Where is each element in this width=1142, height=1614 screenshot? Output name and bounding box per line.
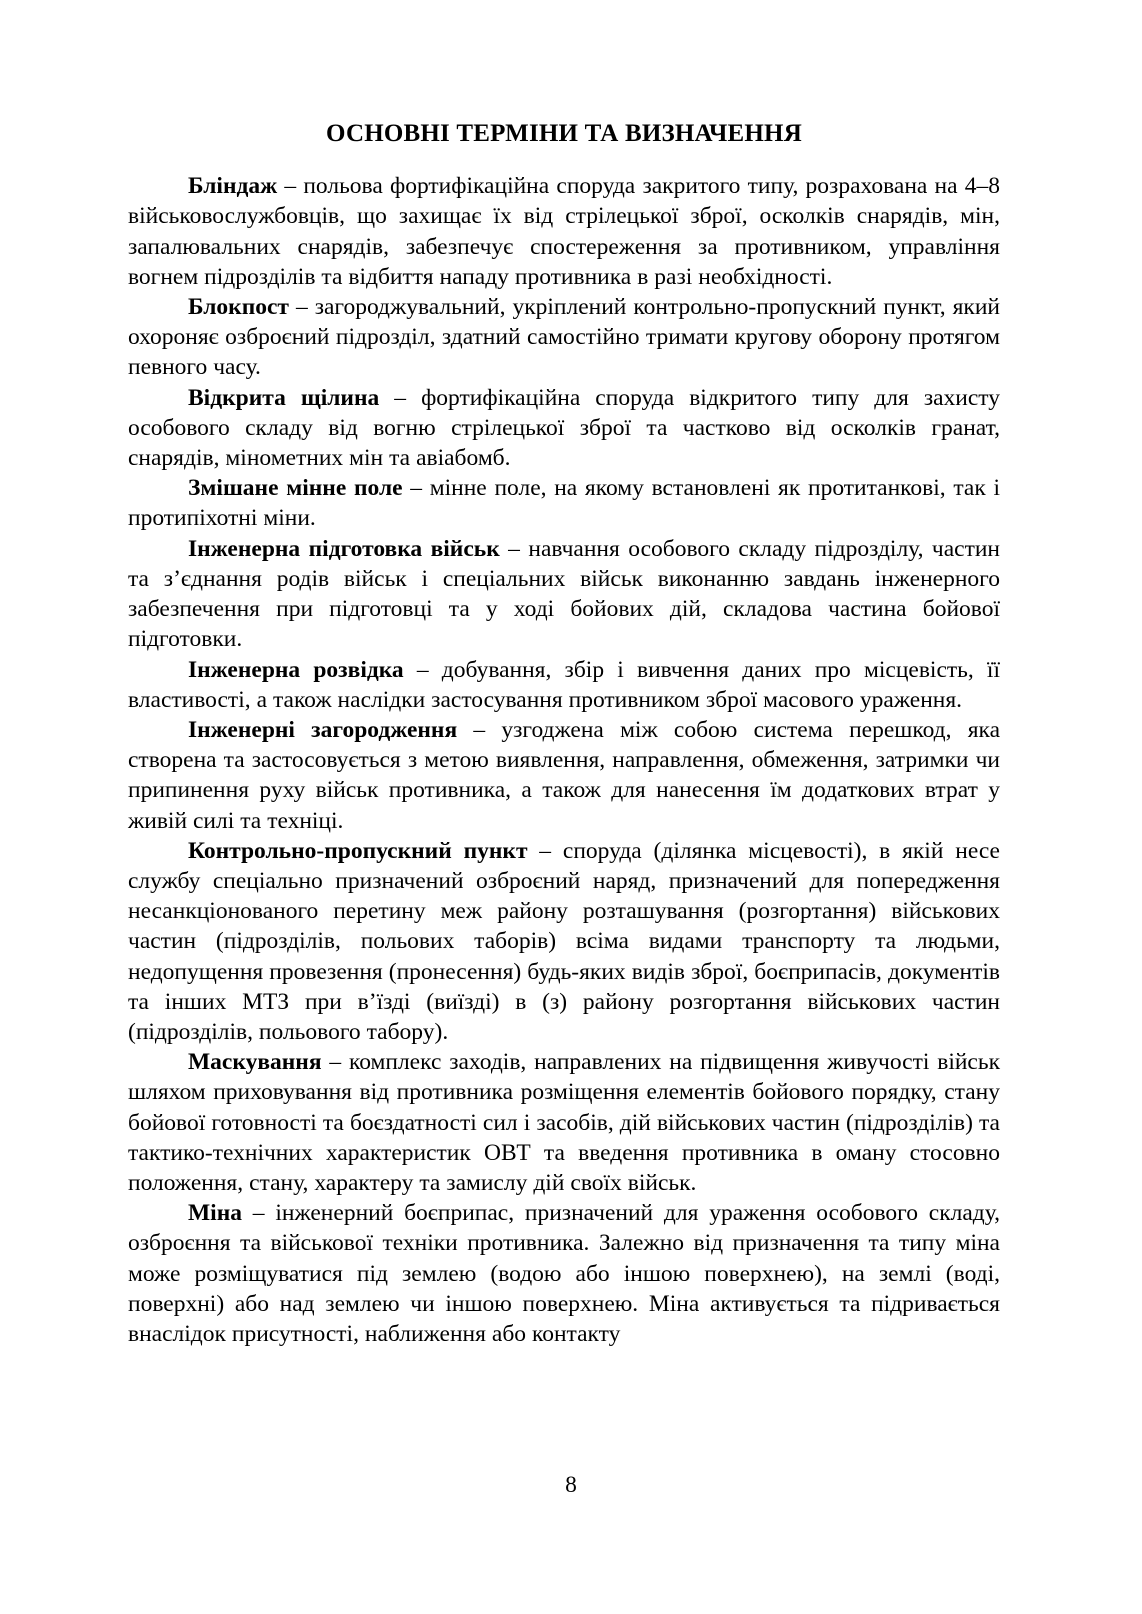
glossary-definition: – добування, збір і вивчення даних про місцевість, її властивості, а також наслідки застосування противником зброї масового ураження.	[128, 656, 1000, 713]
glossary-definition: – узгоджена між собою система перешкод, яка створена та застосовується з метою виявлення, направлення, обмеження, затримки чи припинення руху військ противника, а також для нанесення їм додаткових втрат у живій силі та техніці.	[128, 716, 1000, 834]
page-title: ОСНОВНІ ТЕРМІНИ ТА ВИЗНАЧЕННЯ	[326, 120, 802, 147]
glossary-term: Інженерна підготовка військ	[188, 535, 500, 562]
glossary-definition: – загороджувальний, укріплений контрольно-пропускний пункт, який охороняє озброєний підрозділ, здатний самостійно тримати кругову оборону протягом певного часу.	[128, 294, 1000, 381]
glossary-term: Відкрита щілина	[188, 384, 380, 411]
glossary-definition: – споруда (ділянка місцевості), в якій несе службу спеціально призначений озброєний наряд, призначений для попередження несанкціонованого перетину меж району розташування (розгортання) військових частин (підрозділів, польових таборів) всіма видами транспорту та людьми, недопущення провезення (пронесення) будь-яких видів зброї, боєприпасів, документів та інших МТЗ при в’їзді (виїзді) в (з) району розгортання військових частин (підрозділів, польового табору).	[128, 837, 1000, 1045]
glossary-entry	[128, 1198, 1000, 1349]
glossary-entry	[128, 171, 1000, 292]
glossary-entry	[128, 655, 1000, 715]
glossary-entry	[128, 292, 1000, 383]
glossary-term: Контрольно-пропускний пункт	[188, 837, 528, 864]
page-content	[128, 118, 1000, 1349]
glossary-term: Змішане мінне поле	[188, 475, 403, 502]
glossary-definition: – фортифікаційна споруда відкритого типу для захисту особового складу від вогню стрілецької зброї та частково від осколків гранат, снарядів, мінометних мін та авіабомб.	[128, 384, 1000, 472]
glossary-term: Бліндаж	[188, 173, 278, 200]
glossary-definition: – польова фортифікаційна споруда закритого типу, розрахована на 4–8 військовослужбовців, що захищає їх від стрілецької зброї, осколків снарядів, мін, запалювальних снарядів, забезпечує спостереження за противником, управління вогнем підрозділів та відбиття нападу противника в разі необхідності.	[128, 173, 1000, 290]
glossary-definition: – комплекс заходів, направлених на підвищення живучості військ шляхом приховування від противника розміщення елементів бойового порядку, стану бойової готовності та боєздатності сил і засобів, дій військових частин (підрозділів) та тактико-технічних характеристик ОВТ та введення противника в оману стосовно положення, стану, характеру та замислу дій своїх військ.	[128, 1049, 1000, 1196]
glossary-term: Блокпост	[188, 294, 289, 321]
glossary-definition: – навчання особового складу підрозділу, частин та з’єднання родів військ і спеціальних військ виконанню завдань інженерного забезпечення при підготовці та у ході бойових дій, складова частина бойової підготовки.	[128, 535, 1000, 653]
glossary-entry-list	[128, 171, 1000, 1349]
glossary-entry	[128, 534, 1000, 655]
glossary-entry	[128, 1047, 1000, 1198]
glossary-term: Інженерна розвідка	[188, 656, 404, 683]
glossary-term: Міна	[188, 1200, 242, 1227]
glossary-entry	[128, 383, 1000, 474]
glossary-definition: – інженерний боєприпас, призначений для ураження особового складу, озброєння та військової техніки противника. Залежно від призначення та типу міна може розміщуватися під землею (водою або іншою поверхнею), на землі (воді, поверхні) або над землею чи іншою поверхнею. Міна активується та підривається внаслідок присутності, наближення або контакту	[128, 1200, 1000, 1347]
glossary-entry	[128, 836, 1000, 1047]
glossary-definition: – мінне поле, на якому встановлені як протитанкові, так і протипіхотні міни.	[128, 475, 1001, 532]
glossary-term: Інженерні загородження	[188, 716, 458, 743]
page-number: 8	[565, 1472, 577, 1498]
glossary-entry	[128, 473, 1000, 533]
glossary-entry	[128, 715, 1000, 836]
glossary-term: Маскування	[188, 1049, 322, 1076]
